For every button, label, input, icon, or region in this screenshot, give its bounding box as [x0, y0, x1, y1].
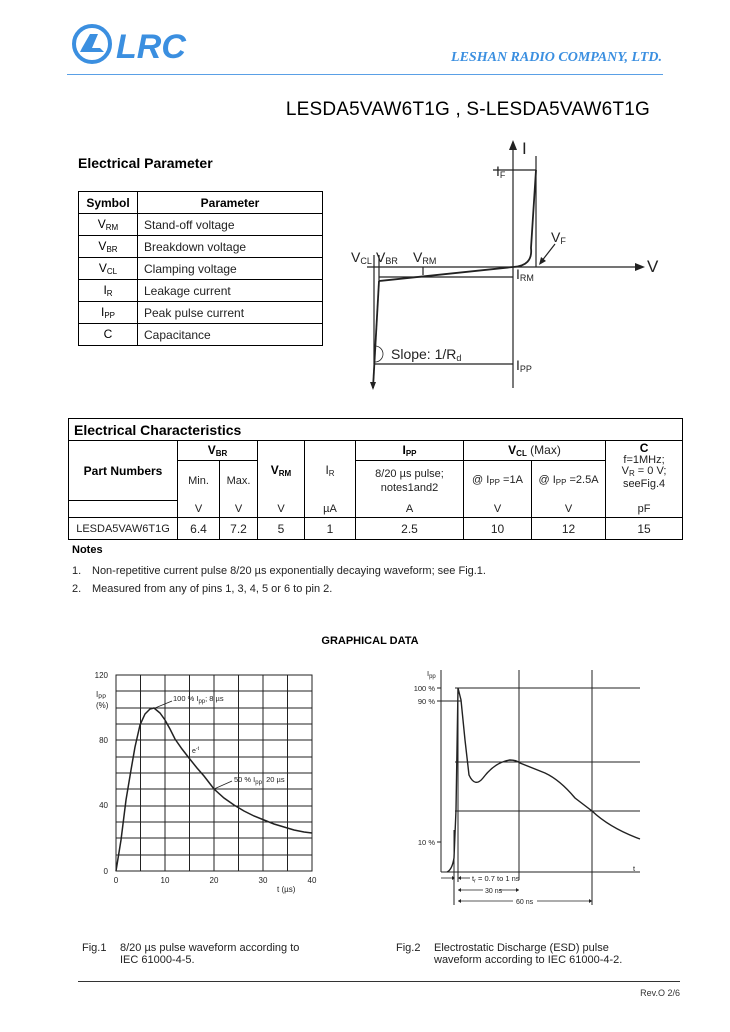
footer-divider: [78, 981, 680, 982]
col-capacitance: C f=1MHz; $V_R = 0$ V; seeFig.4: [606, 441, 683, 501]
unit-capacitance: pF: [606, 501, 683, 518]
svg-text:90 %: 90 %: [417, 697, 435, 706]
svg-text:100 % Ipp; 8 µs: 100 % $I_{pp}$; 8 µs: [173, 694, 224, 705]
svg-text:80: 80: [99, 736, 108, 745]
vbr-min-label: Min.: [178, 461, 220, 501]
svg-text:IF: IF: [496, 163, 506, 180]
svg-text:VBR: VBR: [376, 249, 398, 266]
vcl-2-5a-condition: @ $I_{PP} =2.5A$: [532, 461, 606, 501]
svg-text:IPP: $I_{PP}$: [96, 690, 107, 701]
symbol-cell: $I_{PP}$: [79, 302, 138, 324]
note-item: 1. Non-repetitive current pulse 8/20 µs exponentially decaying waveform; see Fig.1.: [72, 565, 486, 577]
part-unit-blank: [69, 501, 178, 518]
unit-vcl-1a: V: [464, 501, 532, 518]
fig2-esd-waveform-chart: [395, 660, 650, 905]
svg-text:LRC: LRC: [116, 28, 186, 66]
col-vrm: $V_{RM}$: [258, 441, 305, 501]
svg-text:0: 0: [113, 876, 119, 885]
cell-vcl-1a: 10: [464, 518, 532, 540]
svg-text:50 % Ipp; 20 µs: 50 % $I_{pp}$; 20 µs: [234, 775, 285, 786]
cell-vbr-max: 7.2: [220, 518, 258, 540]
fig1-caption: Fig.1 8/20 µs pulse waveform according to IEC 61000-4-5.: [82, 942, 300, 966]
svg-text:Ipp: $I_{pp}$: [427, 669, 436, 680]
svg-text:30 ns: 30 ns: [485, 888, 503, 895]
col-vcl: $V_{CL}$ (Max): [464, 441, 606, 461]
notes-title: Notes: [72, 544, 103, 556]
cell-ir: 1: [305, 518, 356, 540]
table-row: [79, 302, 323, 324]
table-row: [79, 280, 323, 302]
parameter-cell: Breakdown voltage: [138, 236, 323, 258]
unit-vbr-max: V: [220, 501, 258, 518]
iv-characteristic-diagram: [343, 138, 673, 398]
svg-text:IPP: IPP: [516, 357, 532, 374]
unit-vrm: V: [258, 501, 305, 518]
svg-text:VCL: VCL: [351, 249, 372, 266]
svg-text:100 %: 100 %: [413, 684, 435, 693]
svg-text:tr = 0.7 to 1 ns: $t_r = 0.7$ to 1 ns: [472, 874, 520, 885]
cell-part: LESDA5VAW6T1G: [69, 518, 178, 540]
cell-vcl-2-5a: 12: [532, 518, 606, 540]
header-divider: [67, 74, 663, 75]
unit-vcl-2-5a: V: [532, 501, 606, 518]
symbol-cell: $V_{CL}$: [79, 258, 138, 280]
col-ipp: $I_{PP}$: [356, 441, 464, 461]
fig2-caption: Fig.2 Electrostatic Discharge (ESD) pulse waveform according to IEC 61000-4-2.: [396, 942, 623, 966]
parameter-cell: Leakage current: [138, 280, 323, 302]
parameter-cell: Stand-off voltage: [138, 214, 323, 236]
table-row: [79, 258, 323, 280]
svg-text:60 ns: 60 ns: [516, 899, 534, 905]
table-row: [79, 324, 323, 346]
graphical-data-title: GRAPHICAL DATA: [321, 635, 419, 647]
note-item: 2. Measured from any of pins 1, 3, 4, 5 or 6 to pin 2.: [72, 583, 333, 595]
svg-text:30: 30: [258, 876, 268, 885]
svg-text:40: 40: [307, 876, 317, 885]
svg-text:t: t: [633, 864, 636, 873]
parameter-cell: Peak pulse current: [138, 302, 323, 324]
col-ir: $I_R$: [305, 441, 356, 501]
symbol-cell: C: [79, 324, 138, 346]
parameter-cell: Clamping voltage: [138, 258, 323, 280]
svg-text:0: 0: [103, 867, 108, 876]
cell-vbr-min: 6.4: [178, 518, 220, 540]
table-row: [69, 518, 683, 540]
electrical-characteristics-table: [68, 418, 683, 540]
svg-text:e-t: $e^{-t}$: [192, 746, 199, 755]
unit-vbr-min: V: [178, 501, 220, 518]
parameter-cell: Capacitance: [138, 324, 323, 346]
ipp-condition: 8/20 µs pulse; notes1and2: [356, 461, 464, 501]
svg-text:120: 120: [94, 671, 108, 680]
fig1-pulse-waveform-chart: [82, 665, 327, 895]
symbol-cell: $I_R$: [79, 280, 138, 302]
page-title: LESDA5VAW6T1G , S-LESDA5VAW6T1G: [285, 99, 650, 120]
svg-text:40: 40: [99, 801, 108, 810]
table-row: [79, 214, 323, 236]
col-symbol: Symbol: [79, 192, 138, 214]
table-header-row: [79, 192, 323, 214]
svg-text:VRM: VRM: [413, 249, 437, 266]
svg-text:(%): (%): [96, 701, 109, 710]
symbol-cell: $V_{RM}$: [79, 214, 138, 236]
company-name: LESHAN RADIO COMPANY, LTD.: [451, 50, 662, 65]
vcl-1a-condition: @ $I_{PP} =1A$: [464, 461, 532, 501]
col-vbr: $V_{BR}$: [178, 441, 258, 461]
vbr-max-label: Max.: [220, 461, 258, 501]
col-parameter: Parameter: [138, 192, 323, 214]
svg-text:I: I: [522, 139, 527, 158]
col-part-numbers: Part Numbers: [69, 441, 178, 501]
unit-ir: µA: [305, 501, 356, 518]
svg-text:Slope: 1/Rd: Slope: 1/Rd: [391, 346, 462, 363]
lrc-logo: [70, 22, 200, 66]
svg-text:10 %: 10 %: [417, 838, 435, 847]
svg-text:t (µs): t (µs): [277, 885, 296, 894]
electrical-characteristics-title: Electrical Characteristics: [69, 419, 683, 441]
electrical-parameter-title: Electrical Parameter: [78, 155, 213, 171]
svg-text:IRM: IRM: [516, 266, 534, 283]
electrical-parameter-table: [78, 191, 323, 346]
svg-text:V: V: [647, 257, 659, 276]
svg-text:10: 10: [160, 876, 170, 885]
svg-text:VF: VF: [551, 229, 566, 246]
unit-ipp: A: [356, 501, 464, 518]
cell-ipp: 2.5: [356, 518, 464, 540]
cell-vrm: 5: [258, 518, 305, 540]
symbol-cell: $V_{BR}$: [79, 236, 138, 258]
svg-text:20: 20: [209, 876, 219, 885]
table-row: [79, 236, 323, 258]
cell-capacitance: 15: [606, 518, 683, 540]
revision-page-number: Rev.O 2/6: [640, 988, 680, 998]
